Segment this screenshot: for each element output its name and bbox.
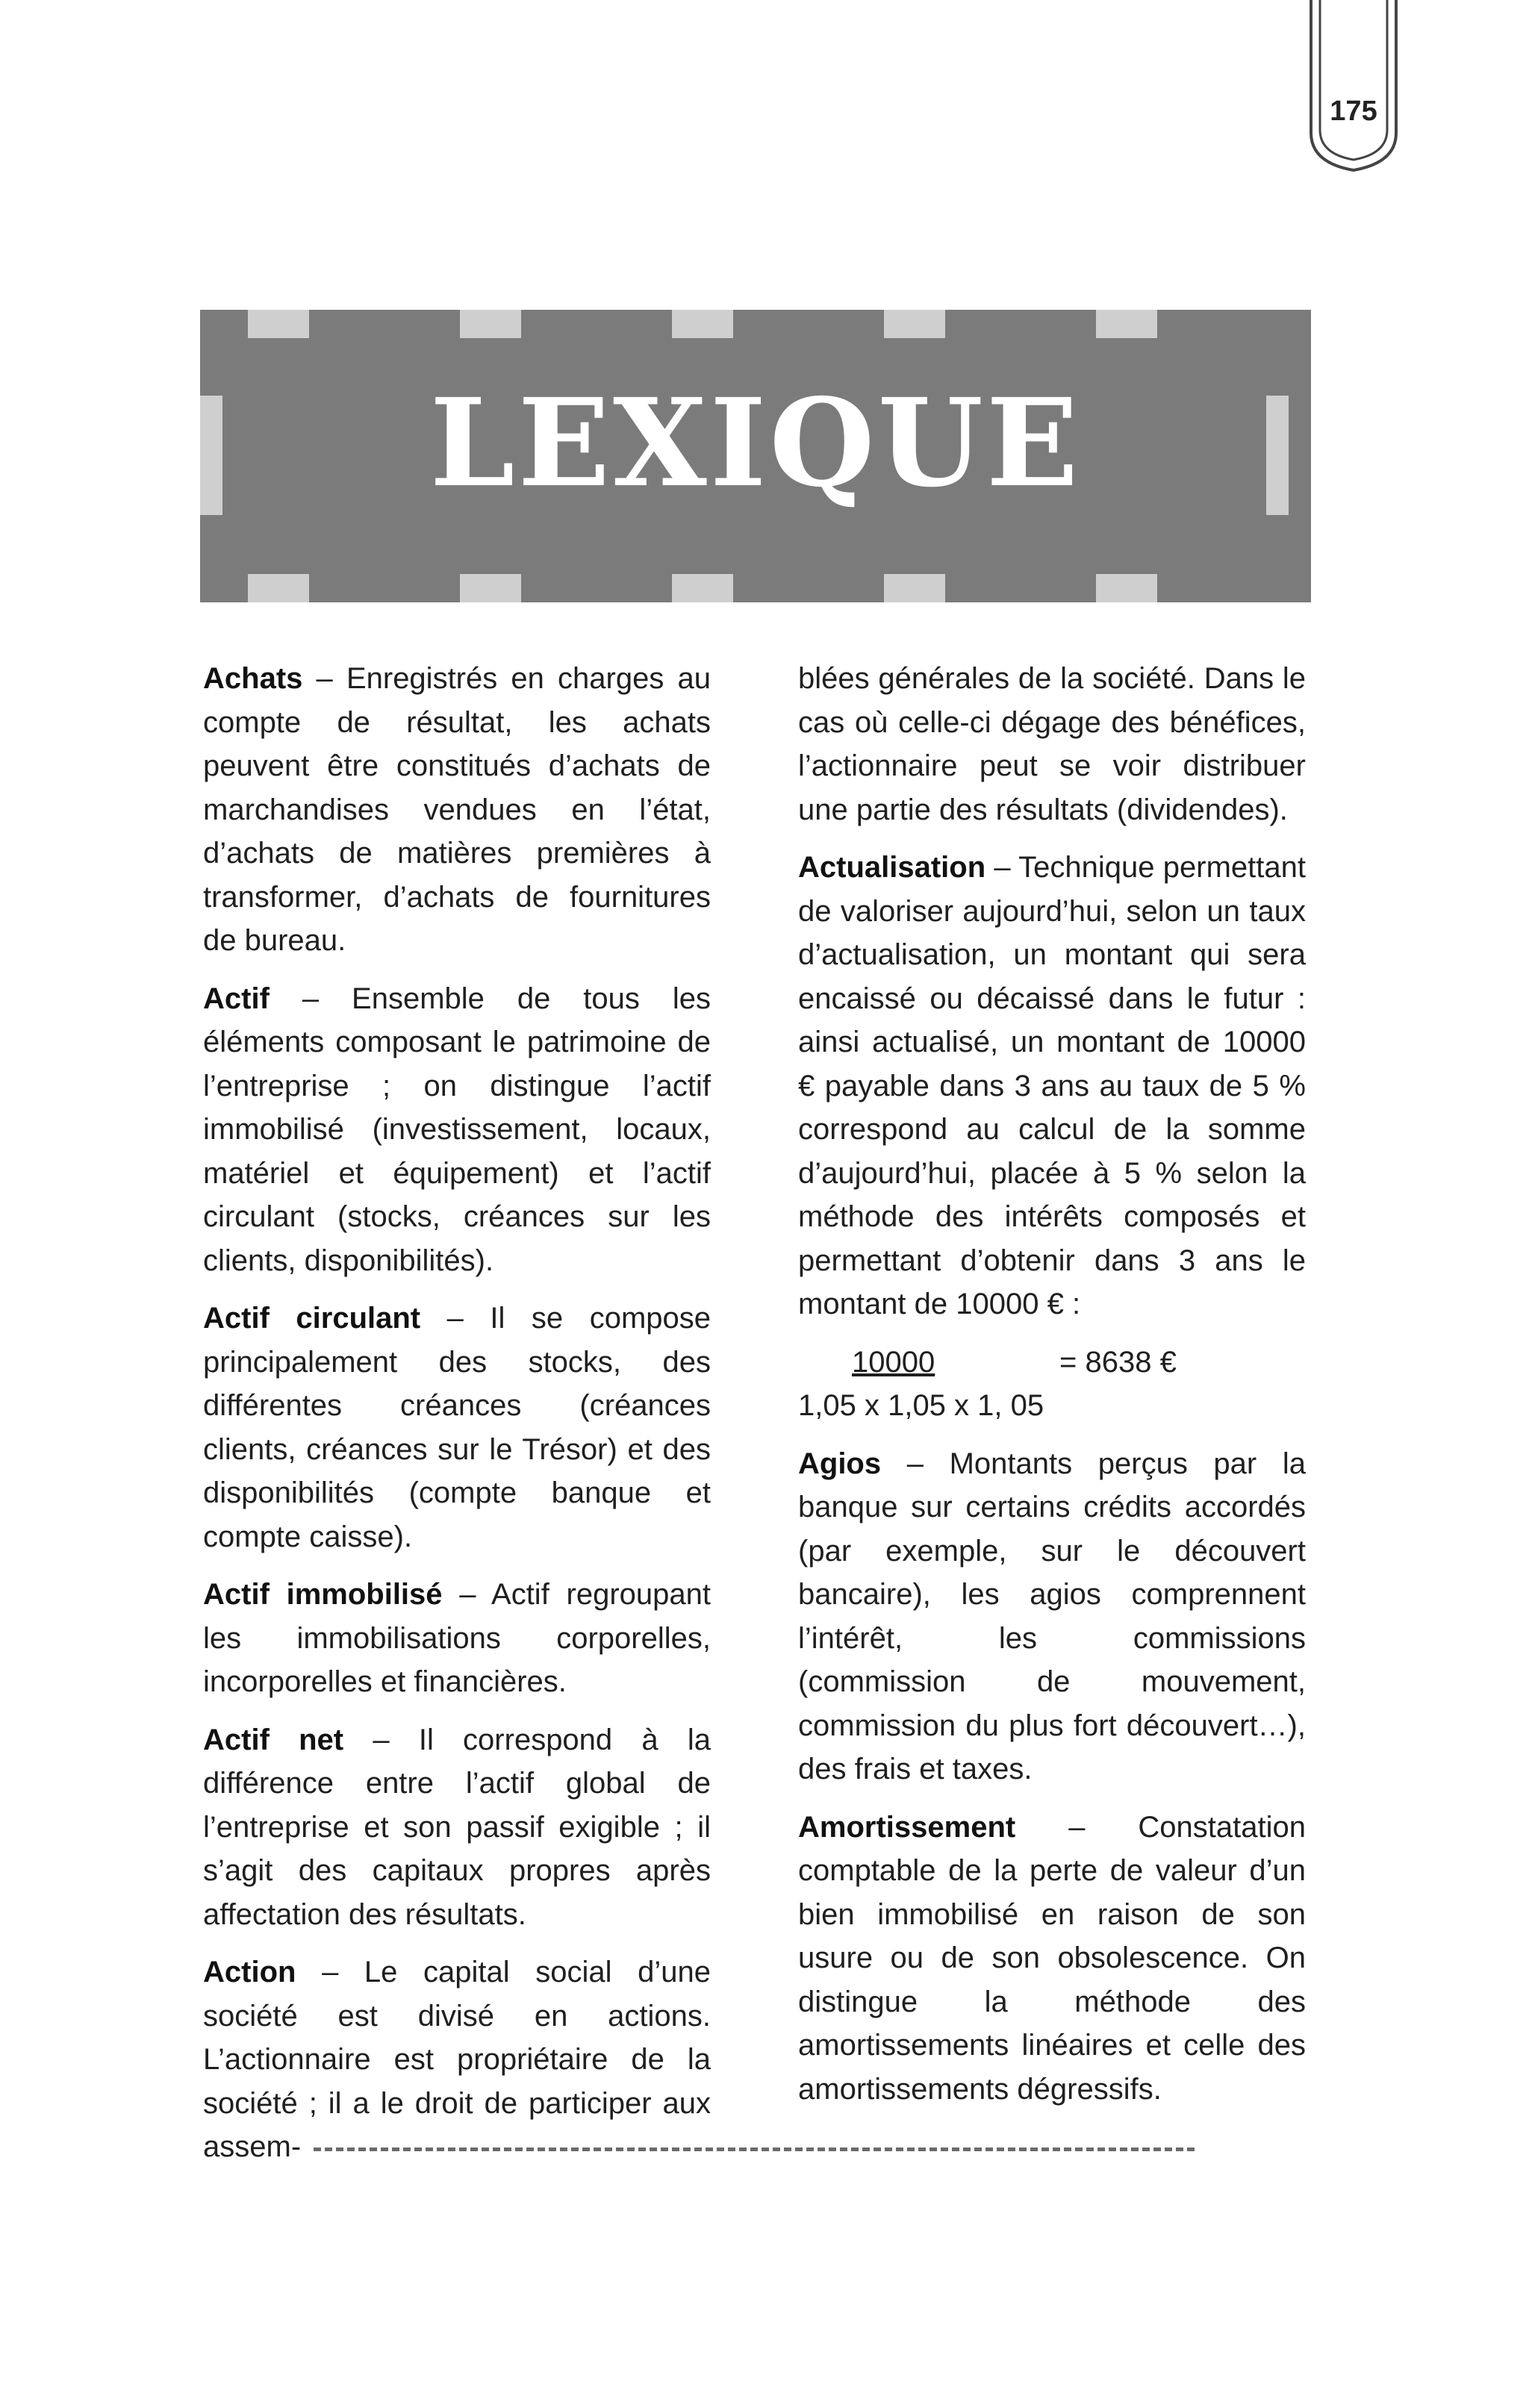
banner-notch-top [1096,310,1157,338]
banner-notch-bottom [460,574,521,602]
title-banner [200,310,1311,602]
entry-definition: – Ensemble de tous les éléments composant le patrimoine de l’entreprise ; on distingue l’actif immobilisé (investissement, locaux, matériel et équipement) et l’actif circulant (stocks, créances sur les clients, disponibilités). [203,982,711,1277]
entry-definition: – Il correspond à la différence entre l’actif global de l’entreprise et son passif exigible ; il s’agit des capitaux propres après affectation des résultats. [203,1723,711,1931]
entry-continuation: blées générales de la société. Dans le cas où celle-ci dégage des bénéfices, l’actionnaire peut se voir distribuer une partie des résultats (dividendes). [798,662,1306,826]
page-number-tab [1305,0,1402,175]
left-column [203,657,711,2183]
entry-definition: – Enregistrés en charges au compte de résultat, les achats peuvent être constitués d’achats de marchandises vendues en l’état, d’achats de matières premières à transformer, d’achats de fournitures de bureau. [203,662,711,957]
glossary-entry [203,1297,711,1559]
entry-term: Actualisation [798,851,986,884]
entry-definition: – Technique permettant de valoriser aujourd’hui, selon un taux d’actualisation, un montant qui sera encaissé ou décaissé dans le futur : ainsi actualisé, un montant de 10000 € payable dans 3 ans au taux de 5 % correspond au calcul de la somme d’aujourd’hui, placée à 5 % selon la méthode des intérêts composés et permettant d’obtenir dans 3 ans le montant de 10000 € : [798,851,1306,1320]
glossary-entry [203,657,711,963]
glossary-entry [798,846,1306,1326]
banner-notch-top [248,310,309,338]
formula-denominator: 1,05 x 1,05 x 1, 05 [798,1388,1044,1422]
glossary-entry [203,977,711,1283]
glossary-entry [203,1573,711,1704]
entry-definition: – Montants perçus par la banque sur certains crédits accordés (par exemple, sur le découvert bancaire), les agios comprennent l’intérêt, les commissions (commission de mouvement, commission du plus fort découvert…), des frais et taxes. [798,1447,1306,1785]
entry-term: Achats [203,662,303,695]
formula-numerator: 10000 [852,1345,935,1379]
banner-title: LEXIQUE [429,372,1082,514]
entry-term: Actif circulant [203,1302,421,1335]
entry-term: Amortissement [798,1810,1016,1844]
glossary-entry [203,1950,711,2169]
banner-notch-bottom [1096,574,1157,602]
entry-term: Agios [798,1447,882,1480]
entry-definition: – Actif regroupant les immobilisations corporelles, incorporelles et financières. [203,1578,711,1698]
banner-notch-top [672,310,733,338]
banner-notch-bottom [248,574,309,602]
entry-definition: – Il se compose principalement des stocks, des différentes créances (créances clients, créances sur le Trésor) et des disponibilités (compte banque et compte caisse). [203,1302,711,1553]
banner-notch-bottom [672,574,733,602]
entry-term: Actif net [203,1723,344,1756]
entry-definition: – Le capital social d’une société est divisé en actions. L’actionnaire est propriétaire de la société ; il a le droit de participer aux assem- [203,1956,711,2163]
entry-term: Actif immobilisé [203,1578,443,1611]
banner-notch-bottom [884,574,945,602]
glossary-entry [203,1718,711,1937]
banner-notch-top [460,310,521,338]
entry-term: Actif [203,982,270,1015]
right-column [798,657,1306,2125]
tab-outline-icon [1305,0,1402,175]
formula-result: = 8638 € [1059,1345,1177,1379]
entry-definition: – Constatation comptable de la perte de valeur d’un bien immobilisé en raison de son usure ou de son obsolescence. On distingue la méthode des amortissements linéaires et celle des amortissements dégressifs. [798,1810,1306,2106]
glossary-entry [798,1806,1306,2112]
dashed-separator [314,2147,1195,2151]
glossary-entry [798,1442,1306,1791]
entry-term: Action [203,1956,296,1989]
banner-notch-top [884,310,945,338]
discount-formula [798,1341,1306,1428]
page-number: 175 [1330,96,1377,127]
